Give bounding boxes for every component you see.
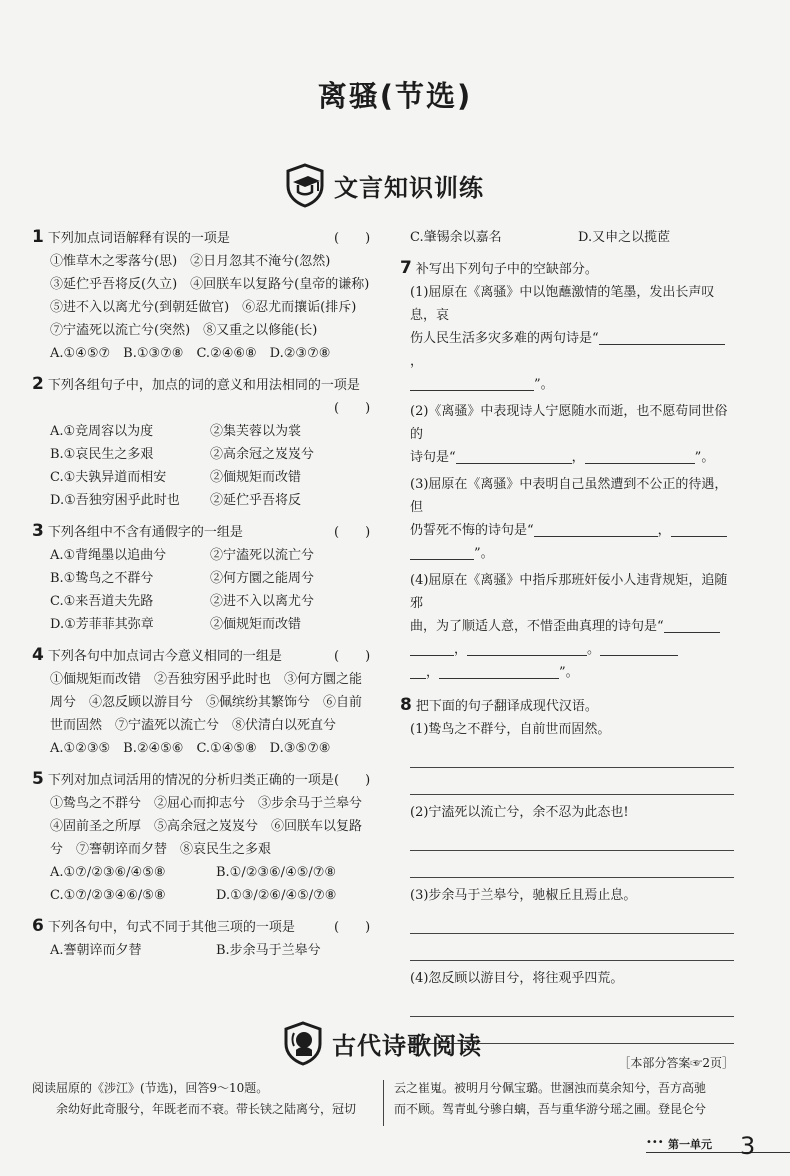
answer-line[interactable] <box>410 851 734 878</box>
answer-paren: ( ) <box>334 525 371 540</box>
column-divider <box>383 1080 384 1126</box>
question-5 <box>32 768 378 907</box>
question-prompt: 下列对加点词活用的情况的分析归类正确的一项是 <box>47 773 334 788</box>
question-line: 周兮 ④忽反顾以游目兮 ⑤佩缤纷其繁饰兮 ⑥自前 <box>50 695 363 710</box>
question-line: ④固前圣之所厚 ⑤高余冠之岌岌兮 ⑥回朕车以复路 <box>50 819 363 834</box>
question-prompt: 下列各组句子中，加点的词的意义和用法相同的一项是 <box>47 378 360 393</box>
answer-blank[interactable] <box>599 330 725 345</box>
answer-blank[interactable] <box>410 545 474 560</box>
passage-line: 余幼好此奇服兮，年既老而不衰。带长铗之陆离兮，冠切 <box>56 1102 357 1116</box>
question-number: 5 <box>32 769 44 789</box>
question-number: 6 <box>32 916 44 936</box>
section-header-1 <box>284 158 484 212</box>
option-d: D.①③/②⑥/④⑤/⑦⑧ <box>216 888 337 903</box>
option-a: A.①⑦/②③⑥/④⑤⑧ <box>50 865 166 880</box>
answer-line[interactable] <box>410 741 734 768</box>
question-line: 世而固然 ⑦宁溘死以流亡兮 ⑧伏清白以死直兮 <box>50 718 337 733</box>
passage-line: 云之崔嵬。被明月兮佩宝璐。世溷浊而莫余知兮，吾方高驰 <box>394 1081 707 1095</box>
question-4 <box>32 644 378 760</box>
answer-reference: ［本部分答案☞2页］ <box>618 1056 734 1070</box>
option-c: C.①⑦/②③④⑥/⑤⑧ <box>50 888 166 903</box>
question-line: ③延伫乎吾将反(久立) ④回朕车以复路兮(皇帝的谦称) <box>50 277 370 292</box>
answer-blank[interactable] <box>534 522 658 537</box>
question-number: 8 <box>400 695 412 715</box>
option-a-1: A.①背绳墨以追曲兮 <box>50 548 167 563</box>
question-line: 兮 ⑦謇朝谇而夕替 ⑧哀民生之多艰 <box>50 842 272 857</box>
answer-paren: ( ) <box>334 649 371 664</box>
option-c-2: ②偭规矩而改错 <box>210 470 302 485</box>
answer-paren: ( ) <box>334 773 371 788</box>
option-c-1: C.①来吾道夫先路 <box>50 594 154 609</box>
graduation-cap-icon <box>284 162 326 208</box>
question-prompt: 下列加点词语解释有误的一项是 <box>47 231 230 246</box>
answer-blank[interactable] <box>439 664 559 679</box>
answer-paren: ( ) <box>334 401 371 416</box>
right-column <box>400 226 734 1075</box>
translate-item-2: (2)宁溘死以流亡兮，余不忍为此态也! <box>410 805 629 820</box>
answer-blank[interactable] <box>600 641 678 656</box>
question-number: 7 <box>400 258 412 278</box>
question-6 <box>32 915 378 962</box>
footer-rule <box>646 1152 790 1153</box>
left-column <box>32 226 378 970</box>
page-title: 离骚(节选) <box>317 79 473 113</box>
question-number: 2 <box>32 374 44 394</box>
answer-blank[interactable] <box>467 641 587 656</box>
option-b-2: ②何方圜之能周兮 <box>210 571 315 586</box>
answer-line[interactable] <box>410 990 734 1017</box>
option-d-1: D.①芳菲菲其弥章 <box>50 617 154 632</box>
translate-item-1: (1)鸷鸟之不群兮，自前世而固然。 <box>410 722 611 737</box>
answer-blank[interactable] <box>456 449 572 464</box>
option-b: B.步余马于兰皋兮 <box>216 943 321 958</box>
option-d-1: D.①吾独穷困乎此时也 <box>50 493 180 508</box>
question-prompt: 下列各句中，句式不同于其他三项的一项是 <box>47 920 295 935</box>
translate-item-4: (4)忽反顾以游目兮，将往观乎四荒。 <box>410 971 624 986</box>
option-c: C.肇锡余以嘉名 <box>410 230 502 245</box>
question-line: ⑦宁溘死以流亡兮(突然) ⑧又重之以修能(长) <box>50 323 318 338</box>
option-c-2: ②进不入以离尤兮 <box>210 594 315 609</box>
question-3 <box>32 520 378 636</box>
fill-item-1: (1)屈原在《离骚》中以饱蘸激情的笔墨，发出长声叹息，哀 伤人民生活多灾多难的两句诗是“， ”。 <box>400 281 734 396</box>
answer-blank[interactable] <box>664 618 720 633</box>
fill-item-3: (3)屈原在《离骚》中表明自己虽然遭到不公正的待遇，但 仍誓死不悔的诗句是“ ， ”。 <box>410 477 728 561</box>
passage-right <box>394 1078 740 1120</box>
answer-blank[interactable] <box>410 664 426 679</box>
question-prompt: 把下面的句子翻译成现代汉语。 <box>415 699 598 714</box>
question-8 <box>400 694 734 1044</box>
option-a-2: ②宁溘死以流亡兮 <box>210 548 315 563</box>
answer-paren: ( ) <box>334 920 371 935</box>
answer-line[interactable] <box>410 824 734 851</box>
question-7 <box>400 257 734 684</box>
question-1 <box>32 226 378 365</box>
question-prompt: 下列各组中不含有通假字的一组是 <box>47 525 243 540</box>
answer-blank[interactable] <box>410 641 454 656</box>
answer-line[interactable] <box>410 907 734 934</box>
option-a-2: ②集芙蓉以为裳 <box>210 424 302 439</box>
question-line: ①偭规矩而改错 ②吾独穷困乎此时也 ③何方圜之能 <box>50 672 363 687</box>
question-6-continued <box>400 226 734 249</box>
translate-item-3: (3)步余马于兰皋兮，驰椒丘且焉止息。 <box>410 888 637 903</box>
option-b: B.①/②③⑥/④⑤/⑦⑧ <box>216 865 337 880</box>
question-prompt: 补写出下列句子中的空缺部分。 <box>415 262 598 277</box>
page-number: 3 <box>740 1132 756 1160</box>
option-a: A.謇朝谇而夕替 <box>50 943 142 958</box>
question-number: 3 <box>32 521 44 541</box>
section-title-2: 古代诗歌阅读 <box>332 1031 482 1060</box>
question-prompt: 下列各句中加点词古今意义相同的一组是 <box>47 649 282 664</box>
answer-options: A.①②③⑤ B.②④⑤⑥ C.①④⑤⑧ D.③⑤⑦⑧ <box>50 741 331 756</box>
passage-instruction: 阅读屈原的《涉江》(节选)，回答9～10题。 <box>32 1081 269 1095</box>
fill-item-2: (2)《离骚》中表现诗人宁愿随水而逝，也不愿苟同世俗的 诗句是“ ， ”。 <box>410 404 728 465</box>
question-number: 4 <box>32 645 44 665</box>
passage-left <box>32 1078 372 1120</box>
option-d-2: ②偭规矩而改错 <box>210 617 302 632</box>
question-line: ①惟草木之零落兮(思) ②日月忽其不淹兮(忽然) <box>50 254 331 269</box>
option-b-2: ②高余冠之岌岌兮 <box>210 447 315 462</box>
option-a-1: A.①竞周容以为度 <box>50 424 154 439</box>
question-number: 1 <box>32 227 44 247</box>
option-b-1: B.①鸷鸟之不群兮 <box>50 571 154 586</box>
question-line: ⑤进不入以离尤兮(到朝廷做官) ⑥忍尤而攘诟(排斥) <box>50 300 357 315</box>
option-d-2: ②延伫乎吾将反 <box>210 493 302 508</box>
passage-line: 而不顾。驾青虬兮骖白螭，吾与重华游兮瑶之圃。登昆仑兮 <box>394 1102 707 1116</box>
section-title-1: 文言知识训练 <box>334 173 484 202</box>
answer-paren: ( ) <box>334 231 371 246</box>
option-d: D.又申之以揽茝 <box>578 230 671 245</box>
option-c-1: C.①夫孰异道而相安 <box>50 470 167 485</box>
answer-blank[interactable] <box>410 376 534 391</box>
question-line: ①鸷鸟之不群兮 ②屈心而抑志兮 ③步余马于兰皋兮 <box>50 796 363 811</box>
question-2 <box>32 373 378 512</box>
answer-blank[interactable] <box>585 449 695 464</box>
unit-label: 第一单元 <box>668 1138 712 1151</box>
laurel-head-icon <box>282 1020 324 1066</box>
footer-dots: ••• <box>646 1137 664 1148</box>
answer-blank[interactable] <box>671 522 727 537</box>
answer-options: A.①④⑤⑦ B.①③⑦⑧ C.②④⑥⑧ D.②③⑦⑧ <box>50 346 331 361</box>
answer-line[interactable] <box>410 934 734 961</box>
answer-line[interactable] <box>410 768 734 795</box>
section-header-2 <box>282 1016 482 1070</box>
option-b-1: B.①哀民生之多艰 <box>50 447 154 462</box>
fill-item-4: (4)屈原在《离骚》中指斥那班奸佞小人违背规矩，追随邪 曲，为了顺适人意，不惜歪曲真理的诗句是“ ， 。 ， ”。 <box>410 573 728 680</box>
